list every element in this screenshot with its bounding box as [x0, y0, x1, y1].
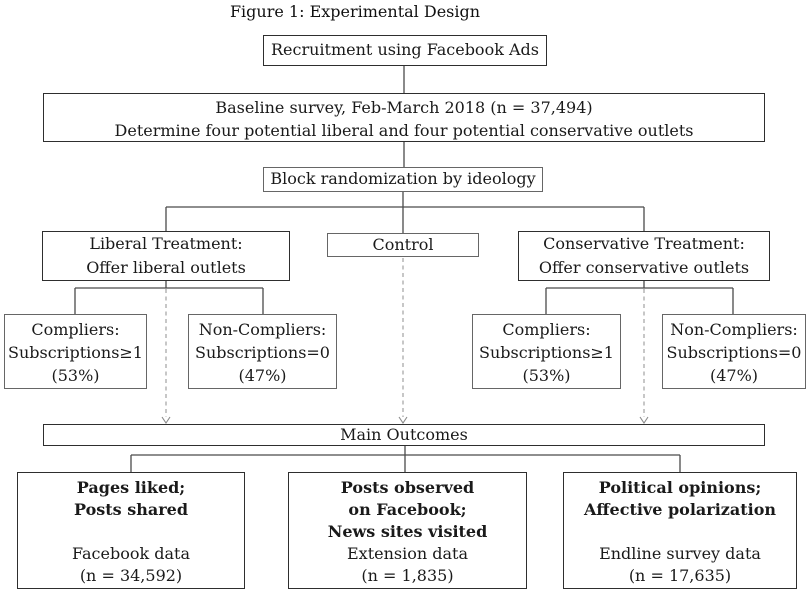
liberal-compliers-line-2: Subscriptions≥1	[8, 343, 143, 362]
main-outcomes-label: Main Outcomes	[340, 425, 468, 444]
liberal-noncompliers-line-3: (47%)	[238, 366, 287, 385]
facebook-outcomes-source: Facebook data	[71, 544, 191, 563]
liberal-compliers-line-3: (53%)	[51, 366, 100, 385]
endline-outcomes-bold-2: Affective polarization	[583, 500, 777, 519]
control-box	[327, 233, 479, 257]
liberal-compliers-line-1: Compliers:	[31, 320, 120, 339]
liberal-noncompliers-line-1: Non-Compliers:	[198, 320, 327, 339]
liberal-compliers-box	[4, 314, 147, 389]
conservative-compliers-line-1: Compliers:	[502, 320, 591, 339]
facebook-outcomes-spacer	[18, 521, 244, 543]
liberal-noncompliers-box	[188, 314, 337, 389]
extension-outcomes-source: Extension data	[346, 544, 468, 563]
conservative-treatment-box	[518, 231, 770, 281]
conservative-noncompliers-box	[662, 314, 806, 389]
liberal-noncompliers-line-2: Subscriptions=0	[195, 343, 330, 362]
connector-block-split	[166, 192, 644, 233]
conservative-noncompliers-line-2: Subscriptions=0	[666, 343, 802, 362]
conservative-noncompliers-line-3: (47%)	[709, 366, 759, 385]
baseline-line-2: Determine four potential liberal and four potential conservative outlets	[114, 121, 694, 140]
control-label: Control	[372, 235, 434, 254]
endline-outcomes-spacer	[564, 521, 796, 543]
block-randomization-label: Block randomization by ideology	[270, 169, 536, 188]
extension-outcomes-n: (n = 1,835)	[361, 566, 454, 585]
arrowhead-control	[399, 417, 407, 423]
extension-outcomes-bold-1: Posts observed	[340, 478, 475, 497]
conservative-compliers-box	[472, 314, 621, 389]
recruitment-label: Recruitment using Facebook Ads	[271, 40, 539, 59]
figure-title: Figure 1: Experimental Design	[229, 2, 481, 21]
arrowhead-liberal	[162, 417, 170, 423]
connector-liberal-split	[75, 281, 263, 314]
endline-outcomes-bold-1: Political opinions;	[598, 478, 762, 497]
facebook-outcomes-bold-1: Pages liked;	[76, 478, 186, 497]
facebook-outcomes-bold-2: Posts shared	[73, 500, 189, 519]
endline-outcomes-n: (n = 17,635)	[628, 566, 732, 585]
recruitment-box	[263, 35, 547, 66]
connector-conservative-split	[546, 281, 733, 314]
main-outcomes-box	[43, 424, 765, 446]
conservative-compliers-line-3: (53%)	[522, 366, 571, 385]
liberal-treatment-line-1: Liberal Treatment:	[89, 234, 243, 253]
endline-outcomes-source: Endline survey data	[599, 544, 761, 563]
conservative-compliers-line-2: Subscriptions≥1	[479, 343, 614, 362]
baseline-survey-box	[43, 93, 765, 142]
conservative-treatment-line-1: Conservative Treatment:	[543, 234, 745, 253]
liberal-treatment-box	[42, 231, 290, 281]
facebook-outcomes-box	[17, 472, 245, 589]
extension-outcomes-bold-3: News sites visited	[327, 522, 488, 541]
extension-outcomes-bold-2: on Facebook;	[348, 500, 467, 519]
block-randomization-box	[263, 167, 543, 192]
baseline-line-1: Baseline survey, Feb-March 2018 (n = 37,494)	[215, 98, 593, 117]
extension-outcomes-box	[288, 472, 527, 589]
connector-outcomes-split	[131, 446, 680, 472]
endline-outcomes-box	[563, 472, 797, 589]
liberal-treatment-line-2: Offer liberal outlets	[86, 258, 246, 277]
facebook-outcomes-n: (n = 34,592)	[79, 566, 183, 585]
conservative-treatment-line-2: Offer conservative outlets	[538, 258, 750, 277]
arrowhead-conservative	[640, 417, 648, 423]
conservative-noncompliers-line-1: Non-Compliers:	[670, 320, 798, 339]
